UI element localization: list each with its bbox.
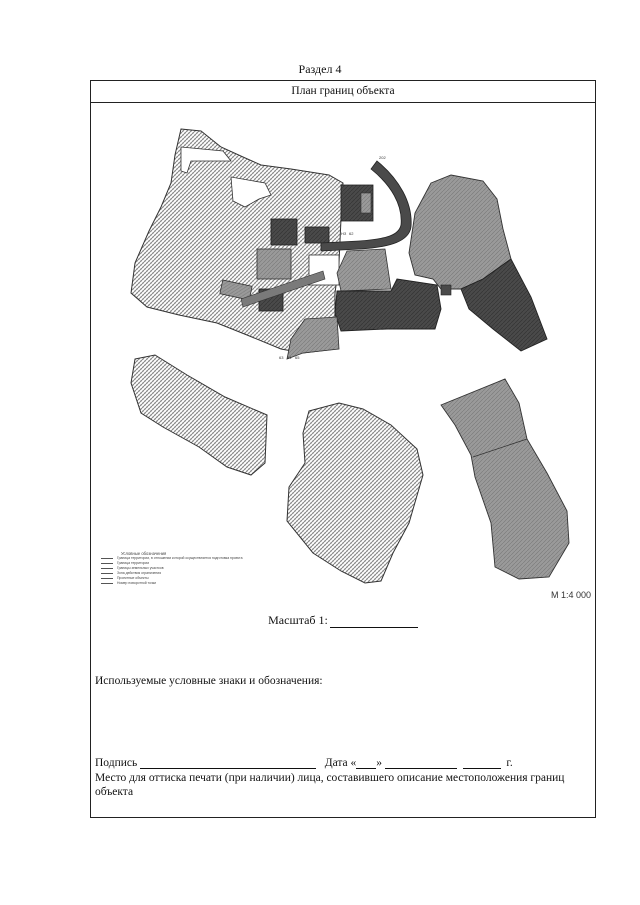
signs-label: Используемые условные знаки и обозначения:: [95, 675, 323, 687]
parcel-south-east: [441, 379, 569, 579]
legend-line-symbol: [101, 578, 113, 579]
point-label: 64: [287, 355, 292, 360]
signature-label: Подпись: [95, 757, 138, 769]
date-label: Дата «: [324, 757, 357, 769]
legend-line-symbol: [101, 573, 113, 574]
legend-line-symbol: [101, 583, 113, 584]
point-label: 63: [279, 355, 284, 360]
legend-line-symbol: [101, 568, 113, 569]
boundary-map: [91, 103, 595, 611]
map-legend: [101, 551, 301, 586]
legend-item: Зона действия ограничения: [101, 571, 301, 576]
point-label: 202: [379, 155, 386, 160]
point-label: 62: [349, 231, 354, 236]
signature-blank[interactable]: [140, 757, 316, 769]
parcel-south-west: [131, 355, 267, 475]
plan-header: План границ объекта: [91, 81, 595, 103]
plan-frame: [90, 80, 596, 818]
parcel-south-center: [287, 403, 423, 583]
legend-item: Границы земельных участков: [101, 566, 301, 571]
date-year-blank[interactable]: [463, 757, 501, 769]
date-day-blank[interactable]: [356, 757, 376, 769]
legend-item: Граница территории: [101, 561, 301, 566]
scale-line: [91, 613, 595, 628]
section-title: Раздел 4: [298, 62, 342, 76]
legend-line-symbol: [101, 558, 113, 559]
parcel-center: [337, 249, 391, 291]
signature-row: [95, 757, 585, 769]
block-9: [441, 285, 451, 295]
block-2: [305, 227, 329, 243]
stamp-text: Место для оттиска печати (при наличии) лица, составившего описание местоположения границ объекта: [95, 772, 565, 798]
legend-line-symbol: [101, 563, 113, 564]
legend-title: Условные обозначения: [121, 551, 167, 556]
legend-item: Номер поворотной точки: [101, 581, 301, 586]
year-suffix: г.: [506, 757, 513, 769]
block-8: [361, 193, 371, 213]
map-scale-label: М 1:4 000: [551, 590, 592, 600]
block-1: [271, 219, 297, 245]
date-close: »: [376, 757, 383, 769]
block-4: [257, 249, 291, 279]
date-month-blank[interactable]: [385, 757, 457, 769]
legend-item: Проектные объекты: [101, 576, 301, 581]
point-label: НЗ: [341, 231, 347, 236]
legend-item: Граница территории, в отношении которой осуществляется подготовка проекта: [101, 556, 301, 561]
scale-label: Масштаб 1:: [268, 613, 328, 627]
scale-blank[interactable]: [330, 615, 418, 628]
point-label: 65: [295, 355, 300, 360]
